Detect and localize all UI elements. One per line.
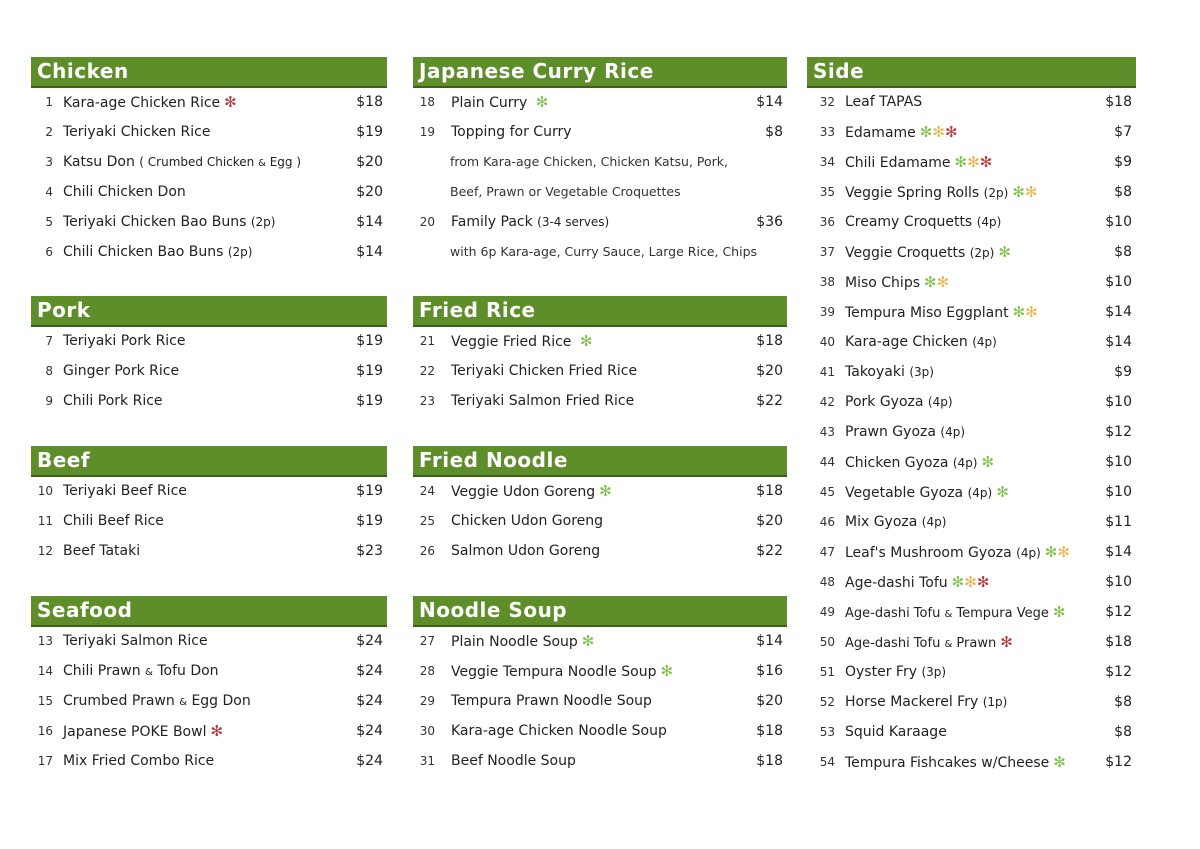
menu-item[interactable]: 32 Leaf TAPAS $18 bbox=[819, 94, 1132, 110]
menu-item[interactable]: 48 Age-dashi Tofu ✻✻✻ $10 bbox=[819, 573, 1132, 591]
menu-item[interactable]: 41 Takoyaki (3p) $9 bbox=[819, 364, 1132, 380]
menu-item[interactable]: 11 Chili Beef Rice $19 bbox=[37, 513, 383, 529]
menu-item[interactable]: 12 Beef Tataki $23 bbox=[37, 543, 383, 559]
menu-item[interactable]: 39 Tempura Miso Eggplant ✻✻ $14 bbox=[819, 303, 1132, 321]
section-curry bbox=[413, 57, 787, 267]
section-pork bbox=[31, 296, 387, 416]
menu-item[interactable]: 44 Chicken Gyoza (4p) ✻ $10 bbox=[819, 453, 1132, 471]
section-header: Chicken bbox=[31, 57, 387, 86]
menu-item[interactable]: 54 Tempura Fishcakes w/Cheese ✻ $12 bbox=[819, 753, 1132, 771]
menu-item[interactable]: 46 Mix Gyoza (4p) $11 bbox=[819, 514, 1132, 530]
menu-item[interactable]: 49 Age-dashi Tofu & Tempura Vege ✻ $12 bbox=[819, 603, 1132, 621]
menu-item[interactable]: 28 Veggie Tempura Noodle Soup ✻ $16 bbox=[419, 662, 783, 680]
spicy-icon: ✻ bbox=[224, 93, 237, 111]
veg-icon: ✻ bbox=[998, 243, 1011, 261]
menu-item[interactable]: 2 Teriyaki Chicken Rice $19 bbox=[45, 124, 383, 140]
hot-spice-icon: ✻✻✻ bbox=[919, 123, 958, 141]
menu-item[interactable]: 42 Pork Gyoza (4p) $10 bbox=[819, 394, 1132, 410]
menu-item[interactable]: 25 Chicken Udon Goreng $20 bbox=[419, 513, 783, 529]
menu-item[interactable]: 5 Teriyaki Chicken Bao Buns (2p) $14 bbox=[45, 214, 383, 230]
menu-item[interactable]: 29 Tempura Prawn Noodle Soup $20 bbox=[419, 693, 783, 709]
menu-item[interactable]: 18 Plain Curry ✻ $14 bbox=[419, 93, 783, 111]
menu-item[interactable]: 21 Veggie Fried Rice ✻ $18 bbox=[419, 332, 783, 350]
menu-item[interactable]: 3 Katsu Don ( Crumbed Chicken & Egg ) $20 bbox=[45, 154, 383, 170]
hot-spice-icon: ✻✻✻ bbox=[951, 573, 990, 591]
menu-item[interactable]: 10 Teriyaki Beef Rice $19 bbox=[37, 483, 383, 499]
menu-item[interactable]: 22 Teriyaki Chicken Fried Rice $20 bbox=[419, 363, 783, 379]
section-chicken bbox=[31, 57, 387, 267]
veg-icon: ✻ bbox=[660, 662, 674, 680]
menu-item[interactable]: 37 Veggie Croquetts (2p) ✻ $8 bbox=[819, 243, 1132, 261]
menu-item[interactable]: 50 Age-dashi Tofu & Prawn ✻ $18 bbox=[819, 633, 1132, 651]
section-header: Fried Rice bbox=[413, 296, 787, 325]
section-header: Seafood bbox=[31, 596, 387, 625]
veg-icon: ✻ bbox=[1052, 603, 1066, 621]
section-fried-noodle bbox=[413, 446, 787, 566]
veg-icon: ✻ bbox=[599, 482, 612, 500]
item-note: with 6p Kara-age, Curry Sauce, Large Rice, Chips bbox=[450, 244, 758, 259]
veg-icon: ✻ bbox=[981, 453, 995, 471]
menu-item[interactable]: 9 Chili Pork Rice $19 bbox=[45, 393, 383, 409]
veg-icon: ✻ bbox=[579, 332, 593, 350]
section-beef bbox=[31, 446, 387, 566]
menu-item[interactable]: 24 Veggie Udon Goreng ✻ $18 bbox=[419, 482, 783, 500]
menu-item[interactable]: 33 Edamame ✻✻✻ $7 bbox=[819, 123, 1132, 141]
hot-spice-icon: ✻✻✻ bbox=[954, 153, 993, 171]
menu-item[interactable]: 51 Oyster Fry (3p) $12 bbox=[819, 664, 1132, 680]
section-fried-rice bbox=[413, 296, 787, 416]
menu-item[interactable]: 45 Vegetable Gyoza (4p) ✻ $10 bbox=[819, 483, 1132, 501]
section-header: Fried Noodle bbox=[413, 446, 787, 475]
menu-item[interactable]: 47 Leaf's Mushroom Gyoza (4p) ✻✻ $14 bbox=[819, 543, 1132, 561]
section-header: Side bbox=[807, 57, 1136, 86]
menu-item[interactable]: 8 Ginger Pork Rice $19 bbox=[45, 363, 383, 379]
mild-spice-icon: ✻✻ bbox=[1012, 183, 1038, 201]
menu-item[interactable]: 20 Family Pack (3-4 serves) $36 bbox=[419, 214, 783, 230]
item-note: Beef, Prawn or Vegetable Croquettes bbox=[450, 184, 681, 199]
mild-spice-icon: ✻✻ bbox=[1012, 303, 1038, 321]
menu-item[interactable]: 26 Salmon Udon Goreng $22 bbox=[419, 543, 783, 559]
menu-item[interactable]: 31 Beef Noodle Soup $18 bbox=[419, 753, 783, 769]
menu-item[interactable]: 17 Mix Fried Combo Rice $24 bbox=[37, 753, 383, 769]
section-header: Pork bbox=[31, 296, 387, 325]
menu-item[interactable]: 16 Japanese POKE Bowl ✻ $24 bbox=[37, 722, 383, 740]
spicy-icon: ✻ bbox=[210, 722, 224, 740]
menu-item[interactable]: 34 Chili Edamame ✻✻✻ $9 bbox=[819, 153, 1132, 171]
veg-icon: ✻ bbox=[535, 93, 549, 111]
section-side bbox=[807, 57, 1136, 777]
item-note: from Kara-age Chicken, Chicken Katsu, Pork, bbox=[450, 154, 729, 169]
menu-item[interactable]: 30 Kara-age Chicken Noodle Soup $18 bbox=[419, 723, 783, 739]
menu-item[interactable]: 14 Chili Prawn & Tofu Don $24 bbox=[37, 663, 383, 679]
menu-item[interactable]: 35 Veggie Spring Rolls (2p) ✻✻ $8 bbox=[819, 183, 1132, 201]
menu-item[interactable]: 43 Prawn Gyoza (4p) $12 bbox=[819, 424, 1132, 440]
menu-item[interactable]: 38 Miso Chips ✻✻ $10 bbox=[819, 273, 1132, 291]
section-noodle-soup bbox=[413, 596, 787, 776]
menu-item[interactable]: 23 Teriyaki Salmon Fried Rice $22 bbox=[419, 393, 783, 409]
veg-icon: ✻ bbox=[1053, 753, 1066, 771]
mild-spice-icon: ✻✻ bbox=[1044, 543, 1070, 561]
menu-item[interactable]: 53 Squid Karaage $8 bbox=[819, 724, 1132, 740]
spicy-icon: ✻ bbox=[1000, 633, 1013, 651]
menu-item[interactable]: 52 Horse Mackerel Fry (1p) $8 bbox=[819, 694, 1132, 710]
section-header: Japanese Curry Rice bbox=[413, 57, 787, 86]
veg-icon: ✻ bbox=[581, 632, 595, 650]
menu-item[interactable]: 19 Topping for Curry $8 bbox=[419, 124, 783, 140]
section-header: Beef bbox=[31, 446, 387, 475]
menu-item[interactable]: 27 Plain Noodle Soup ✻ $14 bbox=[419, 632, 783, 650]
mild-spice-icon: ✻✻ bbox=[924, 273, 950, 291]
menu-item[interactable]: 4 Chili Chicken Don $20 bbox=[45, 184, 383, 200]
menu-item[interactable]: 7 Teriyaki Pork Rice $19 bbox=[45, 333, 383, 349]
menu-item[interactable]: 13 Teriyaki Salmon Rice $24 bbox=[37, 633, 383, 649]
section-header: Noodle Soup bbox=[413, 596, 787, 625]
menu-item[interactable]: 40 Kara-age Chicken (4p) $14 bbox=[819, 334, 1132, 350]
menu-item[interactable]: 15 Crumbed Prawn & Egg Don $24 bbox=[37, 693, 383, 709]
veg-icon: ✻ bbox=[996, 483, 1009, 501]
section-seafood bbox=[31, 596, 387, 776]
menu-item[interactable]: 36 Creamy Croquetts (4p) $10 bbox=[819, 214, 1132, 230]
menu-item[interactable]: 1 Kara-age Chicken Rice ✻ $18 bbox=[45, 93, 383, 111]
menu-item[interactable]: 6 Chili Chicken Bao Buns (2p) $14 bbox=[45, 244, 383, 260]
